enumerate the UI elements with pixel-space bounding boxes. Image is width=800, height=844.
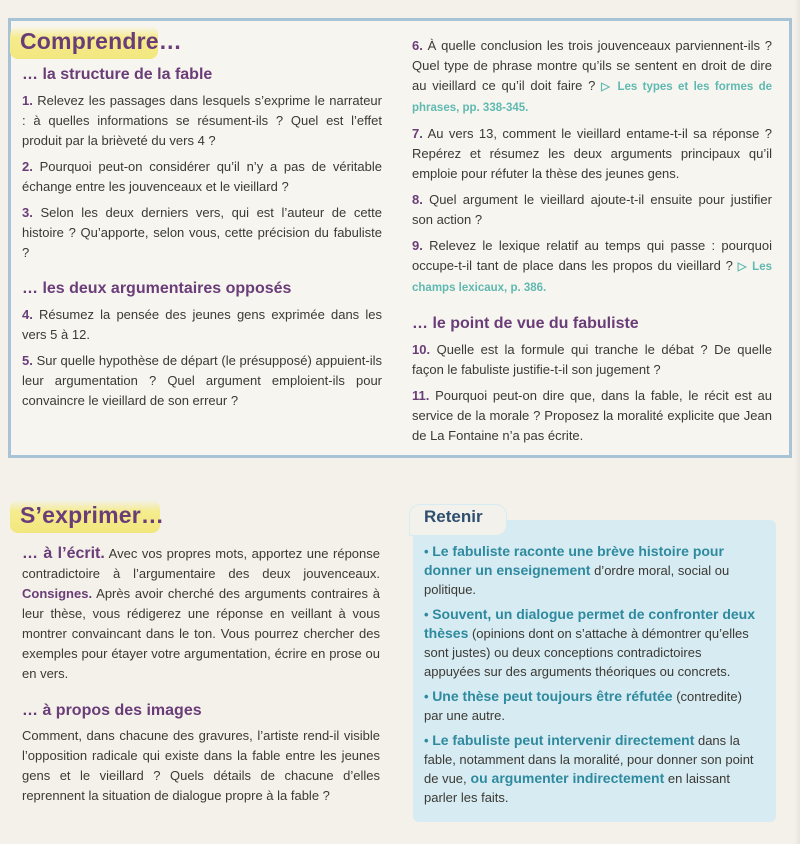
reference-link[interactable]: ▷ Les champs lexicaux, p. 386. bbox=[412, 261, 772, 294]
retenir-text: d’ordre moral, social ou politique. bbox=[424, 563, 730, 597]
question-6 bbox=[412, 36, 772, 118]
retenir-text: en laissant parler les faits. bbox=[424, 771, 731, 805]
question-text: Relevez les passages dans lesquels s’exprime le narrateur : à quelles informations se résument-ils ? Quel est l’effet produit par la brièveté du vers 4 ? bbox=[22, 93, 382, 148]
section-heading-structure: … la structure de la fable bbox=[22, 66, 213, 83]
consignes-text: Après avoir cherché des arguments contraires à leur thèse, vous rédigerez une réponse en veillant à vous montrer convaincant dans le ton. Vous pourrez chercher des exemples pour étayer votre argumentation, écrire en prose ou en vers. bbox=[22, 586, 380, 681]
question-number: 5. bbox=[22, 353, 33, 368]
question-number: 9. bbox=[412, 238, 423, 253]
question-10 bbox=[412, 340, 772, 380]
question-text: Pourquoi peut-on considérer qu’il n’y a pas de véritable échange entre les jouvenceaux et le vieillard ? bbox=[22, 159, 382, 194]
section-heading-argumentaires: … les deux argumentaires opposés bbox=[22, 280, 292, 297]
question-number: 2. bbox=[22, 159, 33, 174]
question-number: 8. bbox=[412, 192, 423, 207]
question-text: Relevez le lexique relatif au temps qui passe : pourquoi occupe-t-il tant de place dans les propos du vieillard ? bbox=[412, 238, 772, 273]
retenir-item bbox=[424, 731, 759, 807]
question-number: 6. bbox=[412, 38, 423, 53]
question-number: 7. bbox=[412, 126, 423, 141]
question-number: 4. bbox=[22, 307, 33, 322]
question-text: Quelle est la formule qui tranche le débat ? De quelle façon le fabuliste justifie-t-il son jugement ? bbox=[412, 342, 772, 377]
retenir-text: dans la fable, notamment dans la moralité, pour donner son point de vue, bbox=[424, 733, 754, 786]
bullet-icon: • bbox=[424, 544, 429, 559]
retenir-item bbox=[424, 687, 759, 725]
question-text: Pourquoi peut-on dire que, dans la fable, le récit est au service de la morale ? Proposez la moralité explicite que Jean de La Fontaine n’a pas écrite. bbox=[412, 388, 772, 443]
retenir-bold: Le fabuliste peut intervenir directement bbox=[432, 732, 695, 748]
bullet-icon: • bbox=[424, 607, 429, 622]
retenir-item bbox=[424, 605, 759, 681]
question-2 bbox=[22, 157, 382, 197]
question-number: 3. bbox=[22, 205, 33, 220]
question-7 bbox=[412, 124, 772, 184]
retenir-bold: Souvent, un dialogue permet de confronter deux thèses bbox=[424, 606, 756, 641]
retenir-bold: Le fabuliste raconte une brève histoire pour donner un enseignement bbox=[424, 543, 724, 578]
comprendre-right-column bbox=[412, 36, 772, 446]
question-text: Au vers 13, comment le vieillard entame-t-il sa réponse ? Repérez et résumez les deux arguments principaux qu’il emploie pour réfuter la thèse des jeunes gens. bbox=[412, 126, 772, 181]
comprendre-title: Comprendre… bbox=[10, 26, 158, 59]
question-8 bbox=[412, 190, 772, 230]
question-number: 10. bbox=[412, 342, 431, 357]
ecrit-heading: … à l’écrit. bbox=[22, 545, 105, 562]
images-heading: … à propos des images bbox=[22, 702, 202, 719]
consignes-label: Consignes. bbox=[22, 586, 93, 601]
comprendre-left-column bbox=[22, 64, 382, 411]
question-5 bbox=[22, 351, 382, 411]
question-number: 1. bbox=[22, 93, 33, 108]
question-number: 11. bbox=[412, 388, 430, 403]
question-9 bbox=[412, 236, 772, 298]
retenir-text: (contredite) par une autre. bbox=[424, 689, 742, 723]
question-11 bbox=[412, 386, 772, 446]
retenir-bold: Une thèse peut toujours être réfutée bbox=[432, 688, 673, 704]
bullet-icon: • bbox=[424, 733, 429, 748]
question-text: Résumez la pensée des jeunes gens exprimée dans les vers 5 à 12. bbox=[22, 307, 382, 342]
exprimer-section bbox=[22, 544, 380, 806]
ecrit-paragraph bbox=[22, 544, 380, 684]
question-text: Selon les deux derniers vers, qui est l’auteur de cette histoire ? Qu’apporte, selon vous, cette précision du fabuliste ? bbox=[22, 205, 382, 260]
page-fold-shadow bbox=[794, 0, 800, 844]
section-heading-point-de-vue: … le point de vue du fabuliste bbox=[412, 315, 639, 332]
images-text: Comment, dans chacune des gravures, l’artiste rend-il visible l’opposition radicale qui existe dans la fable entre les jeunes gens et le vieillard ? Quels détails de chacune d’elles reprennent la situation de dialogue propre à la fable ? bbox=[22, 728, 380, 803]
question-text: Sur quelle hypothèse de départ (le présupposé) appuient-ils leur argumentation ? Quel argument emploient-ils pour convaincre le vieillard de son erreur ? bbox=[22, 353, 382, 408]
question-4 bbox=[22, 305, 382, 345]
bullet-icon: • bbox=[424, 689, 429, 704]
reference-link[interactable]: ▷ Les types et les formes de phrases, pp. 338-345. bbox=[412, 81, 772, 114]
ecrit-text: Avec vos propres mots, apportez une réponse contradictoire à l’argumentaire des deux jouvenceaux. bbox=[22, 546, 380, 581]
question-text: Quel argument le vieillard ajoute-t-il ensuite pour justifier son action ? bbox=[412, 192, 772, 227]
retenir-title: Retenir bbox=[424, 507, 483, 526]
retenir-list bbox=[424, 542, 759, 813]
question-1 bbox=[22, 91, 382, 151]
retenir-text: (opinions dont on s’attache à démontrer qu’elles sont justes) ou deux conceptions contradictoires appuyées sur des arguments théoriques ou concrets. bbox=[424, 626, 749, 679]
retenir-bold: ou argumenter indirectement bbox=[466, 770, 665, 786]
question-3 bbox=[22, 203, 382, 263]
retenir-item bbox=[424, 542, 759, 599]
exprimer-title: S’exprimer… bbox=[10, 500, 160, 533]
question-text: À quelle conclusion les trois jouvenceaux parviennent-ils ? Quel type de phrase montre qu’ils se sentent en droit de dire au vieillard ce qu’il doit faire ? bbox=[412, 38, 772, 93]
